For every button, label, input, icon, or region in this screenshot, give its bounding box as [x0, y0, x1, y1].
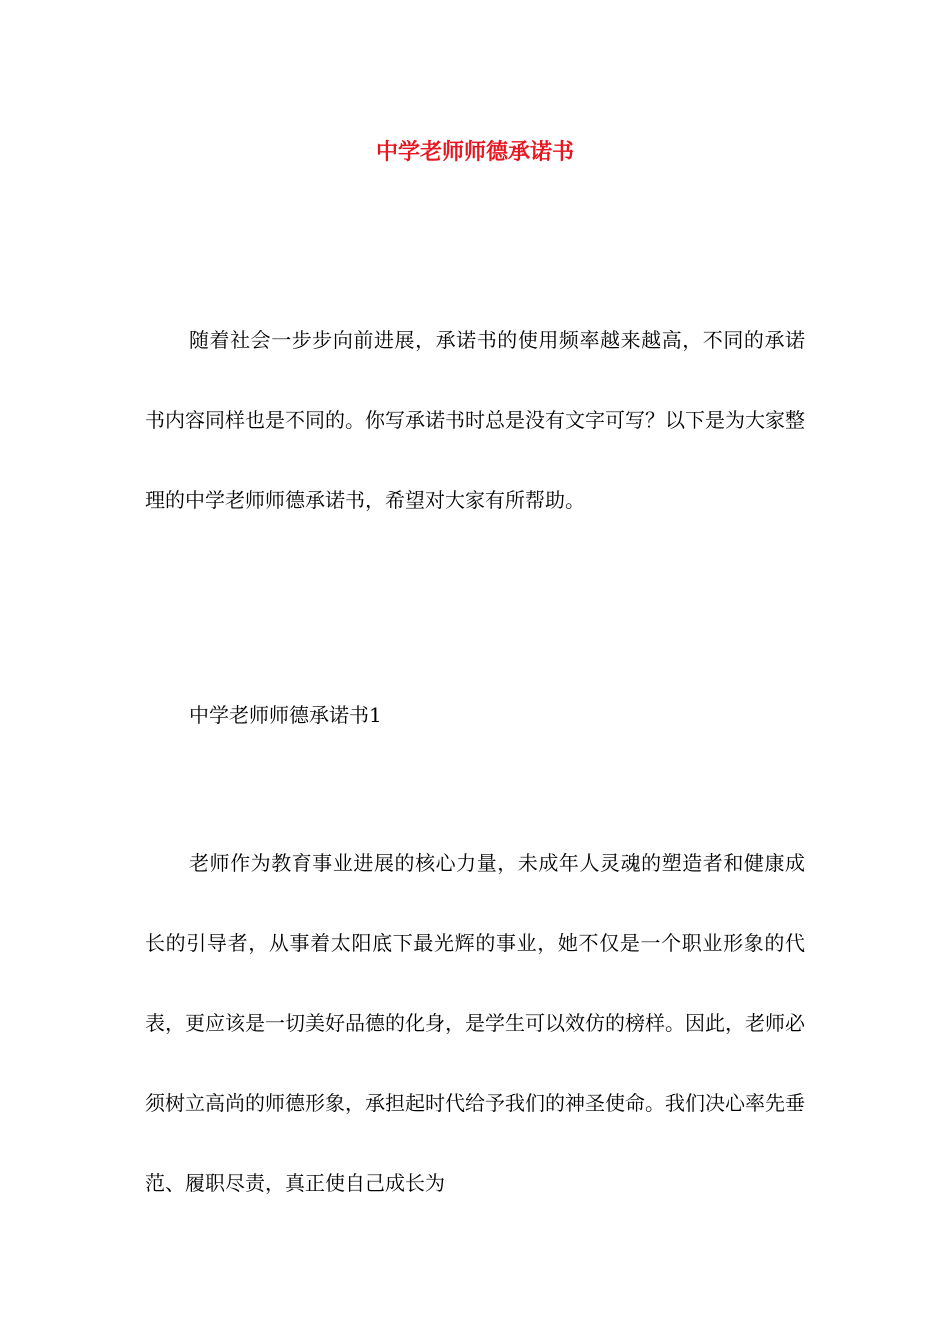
intro-paragraph: 随着社会一步步向前进展，承诺书的使用频率越来越高，不同的承诺书内容同样也是不同的。你写承诺书时总是没有文字可写？以下是为大家整理的中学老师师德承诺书，希望对大家有所帮助。	[145, 328, 805, 512]
section-body-paragraph: 老师作为教育事业进展的核心力量，未成年人灵魂的塑造者和健康成长的引导者，从事着太阳底下最光辉的事业，她不仅是一个职业形象的代表，更应该是一切美好品德的化身，是学生可以效仿的榜样。因此，老师必须树立高尚的师德形象，承担起时代给予我们的神圣使命。我们决心率先垂范、履职尽责，真正使自己成长为	[145, 851, 805, 1195]
section-heading: 中学老师师德承诺书1	[189, 703, 382, 727]
document-title: 中学老师师德承诺书	[375, 139, 574, 165]
